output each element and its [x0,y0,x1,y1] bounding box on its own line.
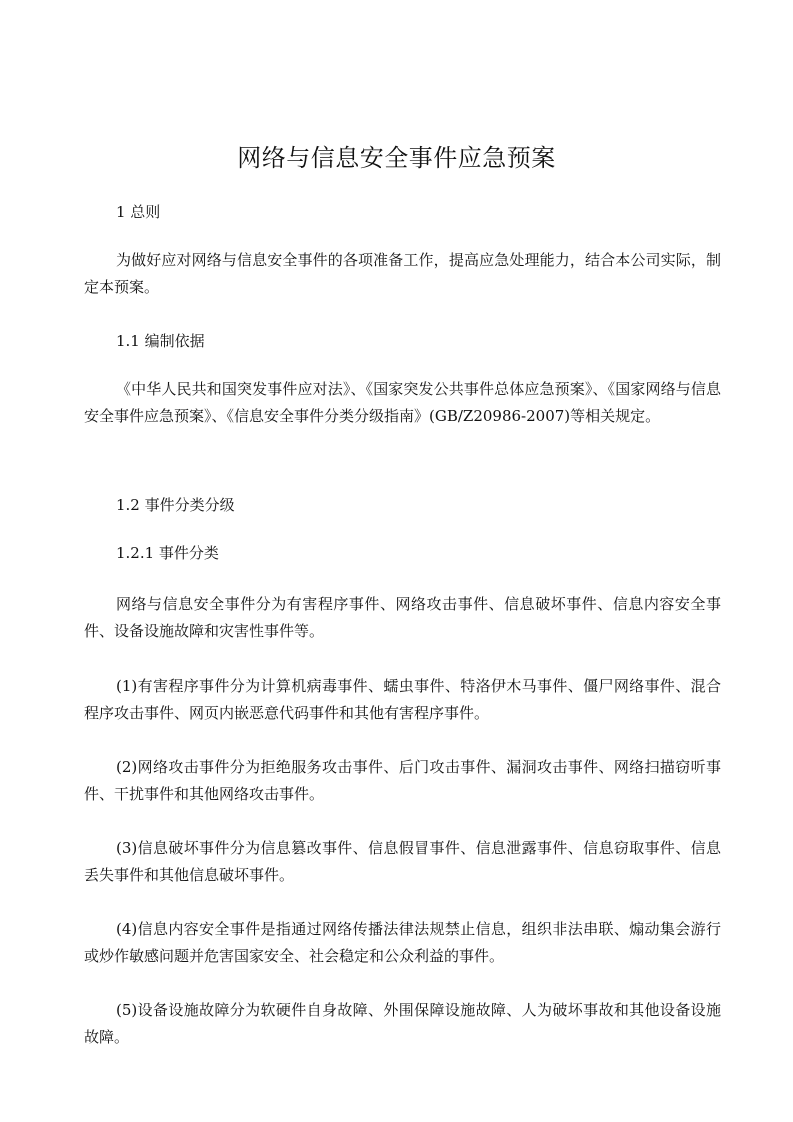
paragraph-text: (1)有害程序事件分为计算机病毒事件、蠕虫事件、特洛伊木马事件、僵尸网络事件、混合程序攻击事件、网页内嵌恶意代码事件和其他有害程序事件。 [84,677,721,722]
list-item-4 [84,916,721,970]
list-item-2 [84,754,721,808]
paragraph-text: (4)信息内容安全事件是指通过网络传播法律法规禁止信息，组织非法串联、煽动集会游行或炒作敏感问题并危害国家安全、社会稳定和公众利益的事件。 [84,920,721,965]
section-heading-1: 1 总则 [116,203,161,221]
section-1-paragraph [84,247,721,301]
list-item-5 [84,997,721,1051]
list-item-1 [84,673,721,727]
paragraph-text: 网络与信息安全事件分为有害程序事件、网络攻击事件、信息破坏事件、信息内容安全事件、设备设施故障和灾害性事件等。 [84,595,721,640]
section-1-1-paragraph [84,376,721,430]
document-title: 网络与信息安全事件应急预案 [237,144,556,172]
section-heading-1-2-1: 1.2.1 事件分类 [116,544,219,562]
section-1-2-1-paragraph [84,591,721,645]
section-heading-1-1: 1.1 编制依据 [116,332,205,350]
paragraph-text: (3)信息破坏事件分为信息篡改事件、信息假冒事件、信息泄露事件、信息窃取事件、信息丢失事件和其他信息破坏事件。 [84,839,721,884]
paragraph-text: 为做好应对网络与信息安全事件的各项准备工作，提高应急处理能力，结合本公司实际，制定本预案。 [84,251,721,296]
paragraph-text: (5)设备设施故障分为软硬件自身故障、外围保障设施故障、人为破坏事故和其他设备设施故障。 [84,1001,721,1046]
list-item-3 [84,835,721,889]
paragraph-text: 《中华人民共和国突发事件应对法》、《国家突发公共事件总体应急预案》、《国家网络与信息安全事件应急预案》、《信息安全事件分类分级指南》(GB/Z20986-2007)等相关规定。 [84,380,721,425]
paragraph-text: (2)网络攻击事件分为拒绝服务攻击事件、后门攻击事件、漏洞攻击事件、网络扫描窃听事件、干扰事件和其他网络攻击事件。 [84,758,721,803]
section-heading-1-2: 1.2 事件分类分级 [116,496,235,514]
